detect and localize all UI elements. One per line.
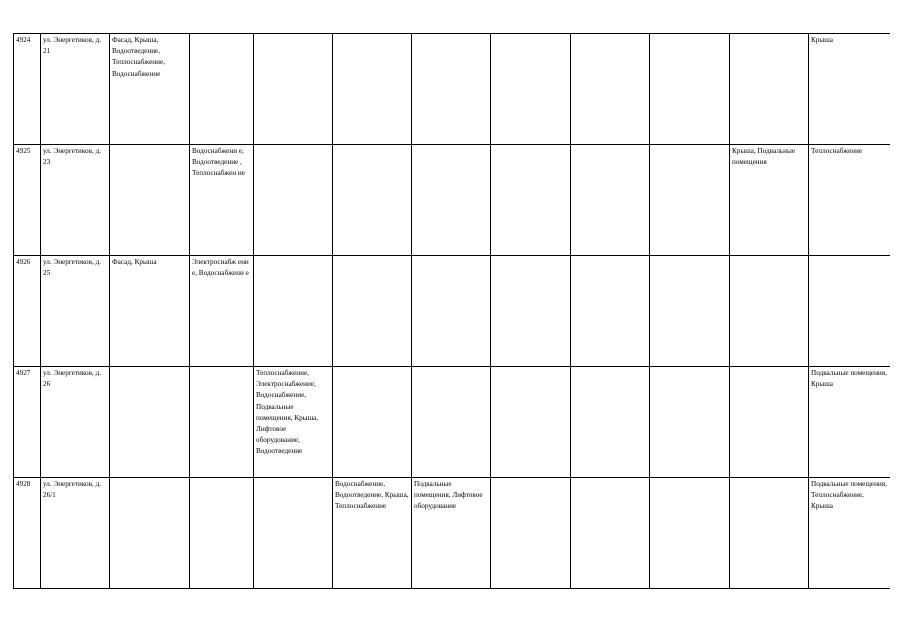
table-cell: Электроснабж ени е, Водоснабжени е [190, 256, 254, 367]
row-address: ул. Энергетиков, д. 26/1 [41, 478, 110, 589]
table-cell: Подвальные помещения, Крыша [809, 367, 890, 478]
table-cell [650, 367, 730, 478]
row-number: 4926 [14, 256, 41, 367]
table-cell: Крыша, Подвальные помещения [730, 145, 809, 256]
table-cell: Теплоснабжение [809, 145, 890, 256]
table-cell [650, 34, 730, 145]
table-cell [571, 256, 650, 367]
row-number: 4924 [14, 34, 41, 145]
table-row [14, 367, 890, 478]
table-cell [254, 34, 333, 145]
table-cell [491, 367, 571, 478]
table-cell [412, 367, 491, 478]
table-cell: Водоснабжение, Водоотведение, Крыша, Теплоснабжение [333, 478, 412, 589]
table-cell [333, 145, 412, 256]
table-cell [650, 256, 730, 367]
table-cell [491, 34, 571, 145]
row-address: ул. Энергетиков, д. 21 [41, 34, 110, 145]
table-cell [110, 478, 190, 589]
table-cell [412, 145, 491, 256]
table-cell: Подвальные помещения, Теплоснабжение, Крыша [809, 478, 890, 589]
table-cell [190, 478, 254, 589]
table-cell [254, 256, 333, 367]
table-cell [730, 256, 809, 367]
table-cell [650, 478, 730, 589]
table-cell [571, 367, 650, 478]
table-cell [110, 145, 190, 256]
table-cell [571, 145, 650, 256]
table-row [14, 34, 890, 145]
document-table [13, 33, 890, 589]
table-cell: Крыша [809, 34, 890, 145]
table-cell: Подвальные помещения, Лифтовое оборудование [412, 478, 491, 589]
table-cell [190, 34, 254, 145]
table-row [14, 256, 890, 367]
table-cell: Теплоснабжение, Электроснабжение, Водоснабжение, Подвальные помещения, Крыша, Лифтовое оборудование, Водоотведение [254, 367, 333, 478]
table-cell [650, 145, 730, 256]
table-cell [110, 367, 190, 478]
row-number: 4927 [14, 367, 41, 478]
table-row [14, 145, 890, 256]
table-cell [730, 367, 809, 478]
table-cell: Фасад, Крыша, Водоотведение, Теплоснабжение, Водоснабжение [110, 34, 190, 145]
table-cell [491, 145, 571, 256]
table-cell [491, 478, 571, 589]
table-cell [571, 478, 650, 589]
table-cell [333, 367, 412, 478]
table-cell [730, 478, 809, 589]
row-address: ул. Энергетиков, д. 26 [41, 367, 110, 478]
table-cell: Фасад, Крыша [110, 256, 190, 367]
table-cell [333, 34, 412, 145]
table-cell [254, 145, 333, 256]
table-cell [333, 256, 412, 367]
table-cell [412, 256, 491, 367]
row-address: ул. Энергетиков, д. 23 [41, 145, 110, 256]
table-cell [190, 367, 254, 478]
table-cell: Водоснабжени е, Водоотведение , Теплоснабжен ие [190, 145, 254, 256]
row-address: ул. Энергетиков, д. 25 [41, 256, 110, 367]
row-number: 4928 [14, 478, 41, 589]
table-cell [809, 256, 890, 367]
table-cell [730, 34, 809, 145]
table-cell [254, 478, 333, 589]
table-cell [412, 34, 491, 145]
row-number: 4925 [14, 145, 41, 256]
table-cell [491, 256, 571, 367]
table-row [14, 478, 890, 589]
table-cell [571, 34, 650, 145]
